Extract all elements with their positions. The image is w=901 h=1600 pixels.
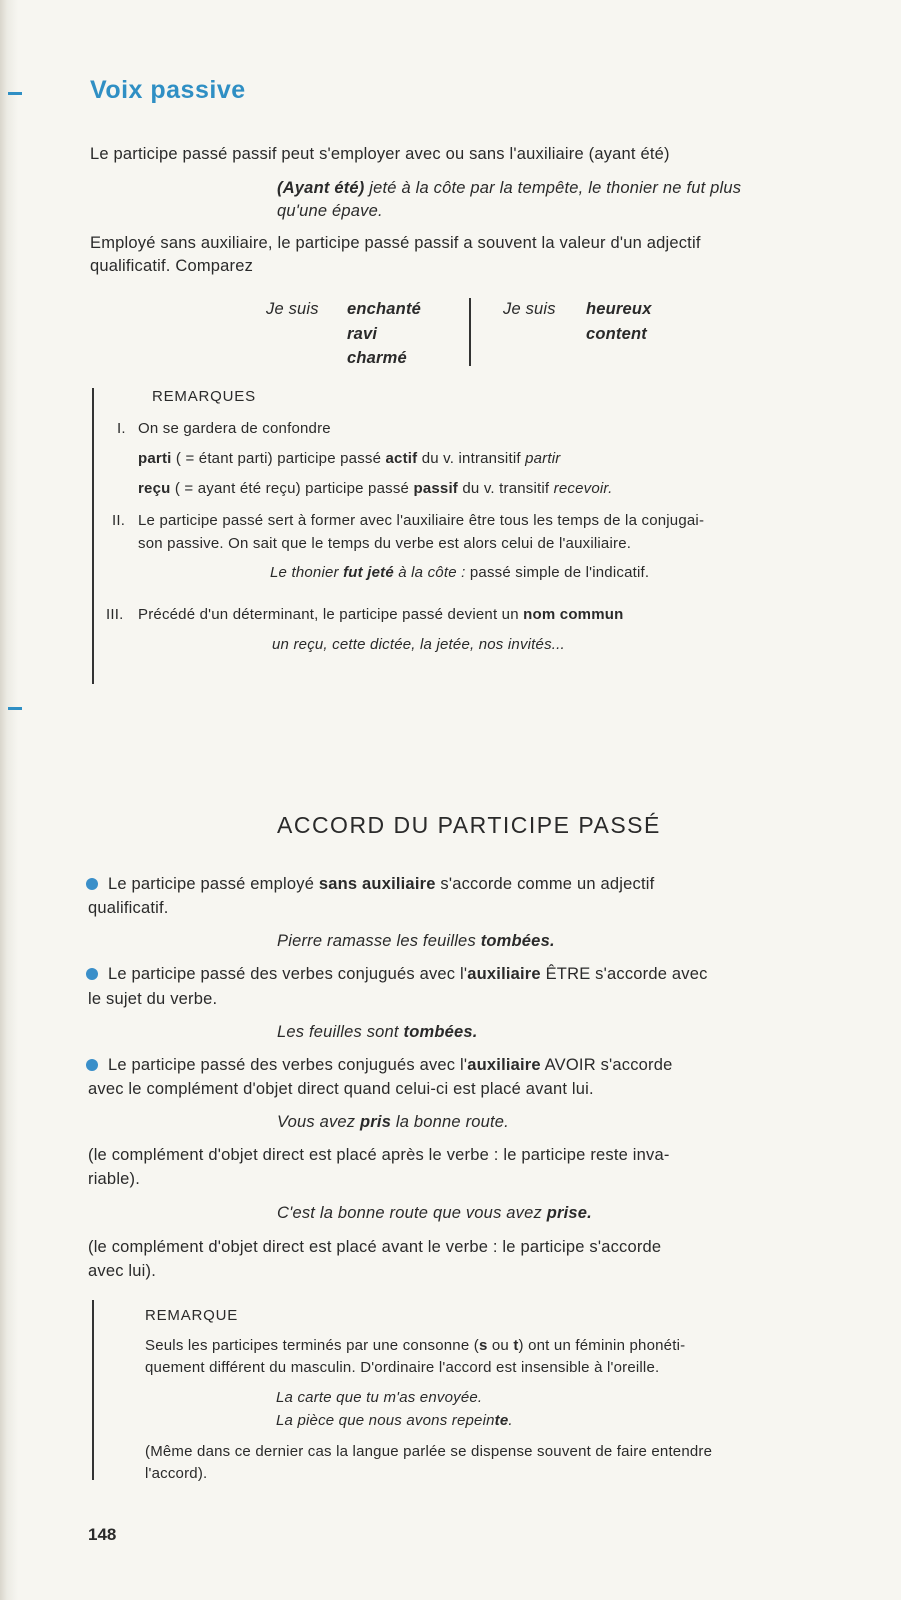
remark-example bbox=[276, 1410, 513, 1432]
remark-number: III. bbox=[106, 606, 124, 623]
note-line: riable). bbox=[88, 1170, 141, 1188]
rule-text: Le participe passé des verbes conjugués avec l' bbox=[108, 1056, 468, 1074]
example-text: à la côte : bbox=[393, 564, 470, 581]
example-text: la bonne route. bbox=[391, 1113, 509, 1131]
compare-divider bbox=[469, 298, 471, 366]
term: passif bbox=[413, 480, 459, 497]
example-bold: te bbox=[494, 1412, 509, 1429]
compare-word: charmé bbox=[347, 349, 407, 367]
example-bold: tombées. bbox=[403, 1023, 478, 1041]
example-text: C'est la bonne route que vous avez bbox=[277, 1204, 547, 1222]
remark-line bbox=[138, 448, 560, 470]
rule-bold: auxiliaire bbox=[467, 965, 541, 983]
example-line: qu'une épave. bbox=[277, 202, 383, 220]
section-title: Voix passive bbox=[90, 76, 246, 104]
rule-text: AVOIR s'accorde bbox=[540, 1056, 673, 1074]
rule-text: Le participe passé des verbes conjugués avec l' bbox=[108, 965, 468, 983]
remarks-heading: REMARQUES bbox=[152, 388, 256, 405]
rule-line: avec le complément d'objet direct quand celui-ci est placé avant lui. bbox=[88, 1080, 594, 1098]
remark-text: Seuls les participes terminés par une consonne ( bbox=[145, 1337, 479, 1354]
rule-text: Le participe passé employé bbox=[108, 875, 319, 893]
rule-item bbox=[86, 962, 708, 986]
compare-right-prefix: Je suis bbox=[503, 300, 556, 318]
example-text: Les feuilles sont bbox=[277, 1023, 404, 1041]
letter: t bbox=[513, 1337, 519, 1354]
example bbox=[277, 1201, 592, 1225]
remark-rule bbox=[92, 1300, 94, 1480]
rule-line: le sujet du verbe. bbox=[88, 990, 218, 1008]
rule-bold: auxiliaire bbox=[467, 1056, 541, 1074]
example bbox=[277, 1020, 478, 1044]
compare-word: enchanté bbox=[347, 300, 422, 318]
example-bold: (Ayant été) bbox=[277, 179, 365, 197]
remark-line: quement différent du masculin. D'ordinaire l'accord est insensible à l'oreille. bbox=[145, 1359, 660, 1376]
verb: partir bbox=[525, 450, 561, 467]
paragraph-text: Le participe passé passif peut s'employer avec ou sans l'auxiliaire (ayant été) bbox=[90, 145, 670, 163]
example bbox=[277, 929, 555, 953]
note-line: avec lui). bbox=[88, 1262, 157, 1280]
example-text: . bbox=[508, 1412, 513, 1429]
remark-text: ) ont un féminin phonéti- bbox=[518, 1337, 686, 1354]
remark-text: du v. intransitif bbox=[417, 450, 526, 467]
remark-number: I. bbox=[117, 420, 126, 437]
remark-line bbox=[138, 604, 623, 626]
example-text: Pierre ramasse les feuilles bbox=[277, 932, 481, 950]
bullet-icon bbox=[86, 878, 98, 890]
paragraph-line: Employé sans auxiliaire, le participe passé passif a souvent la valeur d'un adjectif bbox=[90, 234, 701, 252]
example-text: Le thonier bbox=[270, 564, 344, 581]
rule-bold: sans auxiliaire bbox=[318, 875, 436, 893]
rule-text: s'accorde comme un adjectif bbox=[435, 875, 655, 893]
example-text: La pièce que nous avons repein bbox=[276, 1412, 495, 1429]
remark-number: II. bbox=[112, 512, 126, 529]
remark-example: un reçu, cette dictée, la jetée, nos invités... bbox=[272, 636, 565, 653]
compare-left-prefix: Je suis bbox=[266, 300, 319, 318]
rule-item bbox=[86, 872, 654, 896]
paragraph-line: qualificatif. Comparez bbox=[90, 257, 254, 275]
example-text: jeté à la côte par la tempête, le thonier ne fut plus bbox=[364, 179, 742, 197]
remark-text: Précédé d'un déterminant, le participe passé devient un bbox=[138, 606, 524, 623]
remark-text: ou bbox=[487, 1337, 514, 1354]
remark-text: du v. transitif bbox=[458, 480, 554, 497]
remark-example bbox=[270, 562, 649, 584]
example-line bbox=[277, 176, 741, 200]
note-line: (le complément d'objet direct est placé après le verbe : le participe reste inva- bbox=[88, 1146, 670, 1164]
note-line: (le complément d'objet direct est placé avant le verbe : le participe s'accorde bbox=[88, 1238, 662, 1256]
example-text: Vous avez bbox=[277, 1113, 361, 1131]
remark-line bbox=[138, 478, 612, 500]
remark-text: ( = ayant été reçu) participe passé bbox=[170, 480, 414, 497]
rule-item bbox=[86, 1053, 673, 1077]
remark-example: La carte que tu m'as envoyée. bbox=[276, 1389, 483, 1406]
remark-text: ( = étant parti) participe passé bbox=[171, 450, 386, 467]
verb: recevoir. bbox=[553, 480, 613, 497]
example-bold: prise. bbox=[546, 1204, 592, 1222]
rule-line: qualificatif. bbox=[88, 899, 169, 917]
term: actif bbox=[385, 450, 418, 467]
remark-line: l'accord). bbox=[145, 1465, 208, 1482]
bullet-icon bbox=[86, 1059, 98, 1071]
compare-word: content bbox=[586, 325, 647, 343]
example-bold: tombées. bbox=[480, 932, 555, 950]
letter: s bbox=[478, 1337, 488, 1354]
remark-text: On se gardera de confondre bbox=[138, 420, 331, 437]
paragraph bbox=[90, 142, 858, 166]
compare-word: heureux bbox=[586, 300, 652, 318]
section-heading: ACCORD DU PARTICIPE PASSÉ bbox=[277, 812, 661, 838]
remarks-rule bbox=[92, 388, 94, 684]
example-bold: pris bbox=[360, 1113, 392, 1131]
example-text: passé simple de l'indicatif. bbox=[469, 564, 650, 581]
remark-line: Le participe passé sert à former avec l'auxiliaire être tous les temps de la conjugai- bbox=[138, 512, 705, 529]
term: reçu bbox=[138, 480, 171, 497]
term: nom commun bbox=[523, 606, 624, 623]
term: parti bbox=[138, 450, 172, 467]
rule-text: ÊTRE s'accorde avec bbox=[540, 965, 708, 983]
remark-line: son passive. On sait que le temps du verbe est alors celui de l'auxiliaire. bbox=[138, 535, 632, 552]
page-number: 148 bbox=[88, 1525, 117, 1544]
remark-heading: REMARQUE bbox=[145, 1307, 239, 1324]
remark-line bbox=[145, 1335, 685, 1357]
example-bold: fut jeté bbox=[343, 564, 394, 581]
bullet-icon bbox=[86, 968, 98, 980]
example bbox=[277, 1110, 509, 1134]
compare-word: ravi bbox=[347, 325, 378, 343]
remark-line: (Même dans ce dernier cas la langue parlée se dispense souvent de faire entendre bbox=[145, 1443, 713, 1460]
